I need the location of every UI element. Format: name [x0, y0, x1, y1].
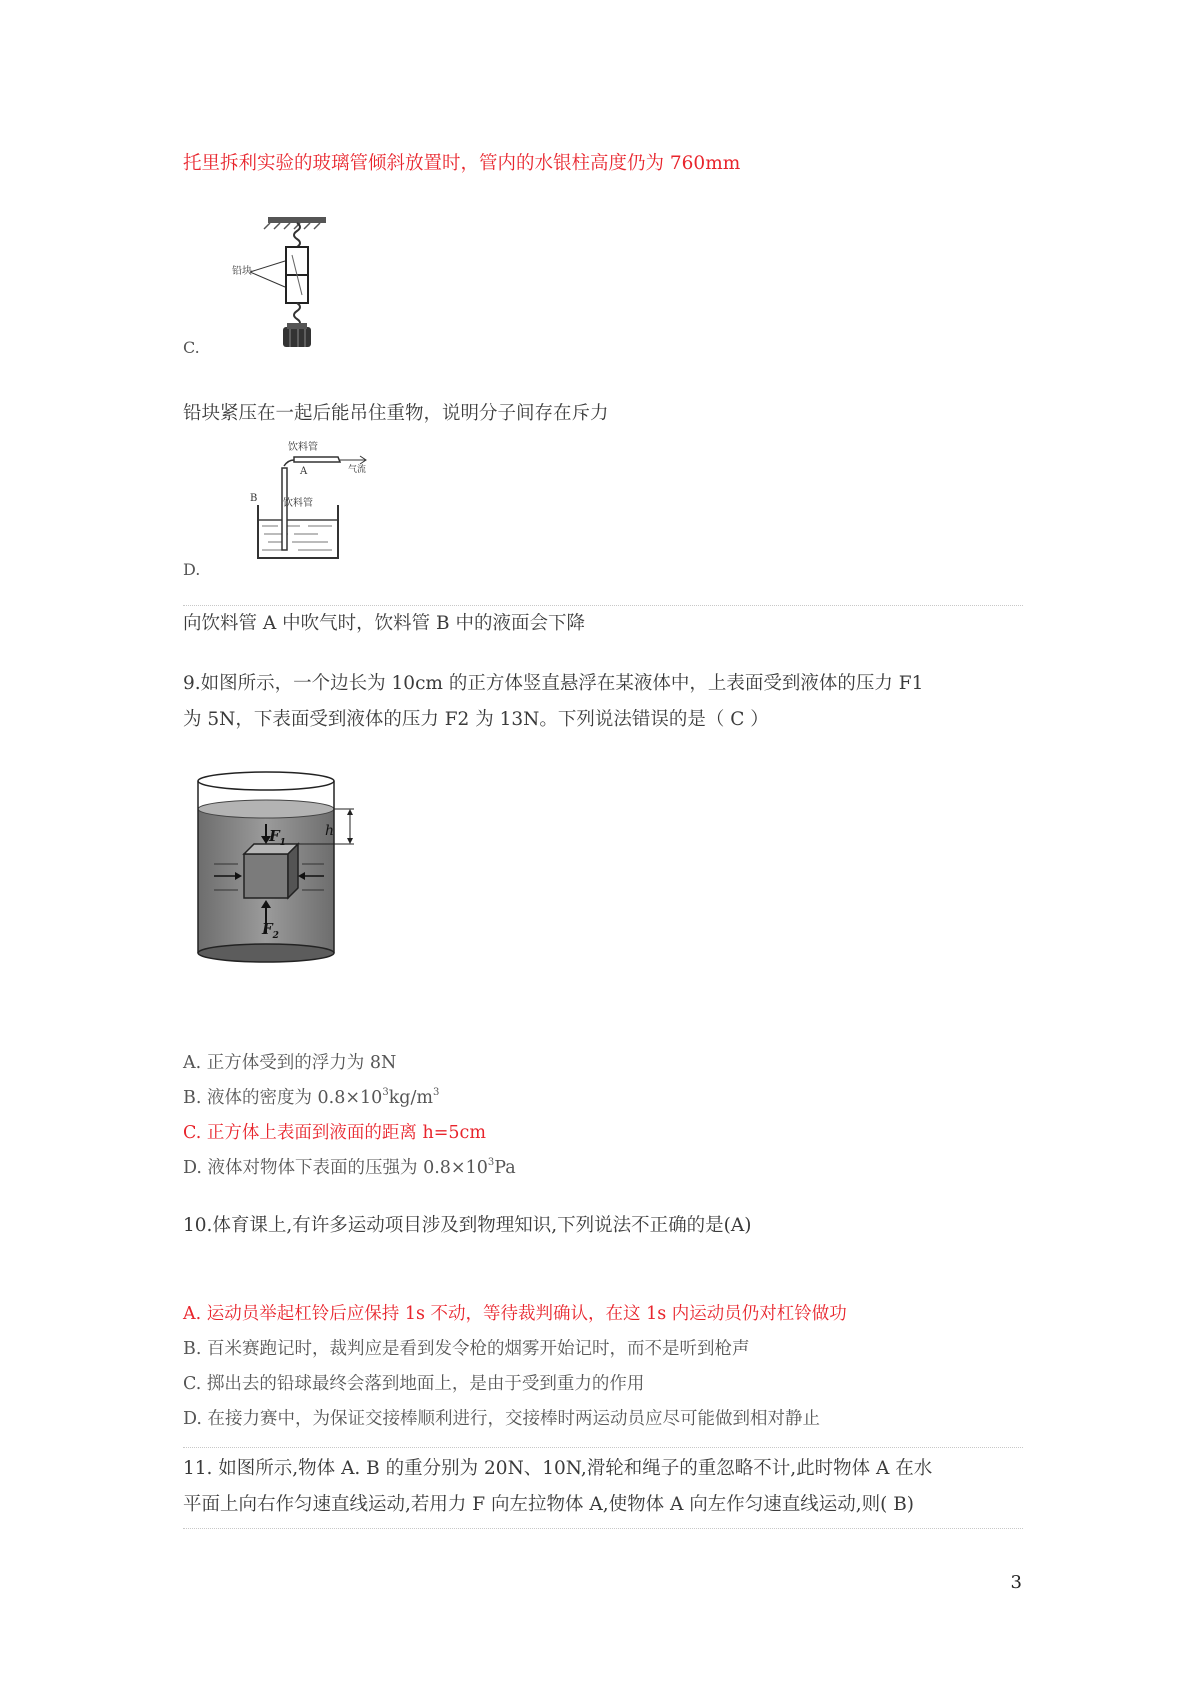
fig-label-f2: $F_2$: [262, 920, 279, 941]
q10-option-b: B. 百米赛跑记时，裁判应是看到发令枪的烟雾开始记时，而不是听到枪声: [183, 1339, 750, 1359]
q9-stem-line1: 9.如图所示，一个边长为 10cm 的正方体竖直悬浮在某液体中，上表面受到液体的压力 F1: [183, 673, 924, 694]
q9-option-c: C. 正方体上表面到液面的距离 h=5cm: [183, 1123, 486, 1143]
straw-label-tube-b: 饮料管: [283, 498, 313, 509]
q10-option-d: D. 在接力赛中，为保证交接棒顺利进行，交接棒时两运动员应尽可能做到相对静止: [183, 1409, 821, 1429]
q9-option-d: D. 液体对物体下表面的压强为 $0.8\times 10^3Pa$: [183, 1157, 516, 1178]
q9-option-a: A. 正方体受到的浮力为 8N: [183, 1053, 397, 1073]
straw-statement: 向饮料管 A 中吹气时，饮料管 B 中的液面会下降: [183, 613, 585, 634]
straw-label-a: A: [300, 466, 308, 477]
q9-stem-line2: 为 5N，下表面受到液体的压力 F2 为 13N。下列说法错误的是（ C ）: [183, 709, 769, 730]
divider: [183, 1447, 1023, 1448]
q9-option-b: B. 液体的密度为 $0.8\times 10^3kg/m^3$: [183, 1087, 440, 1108]
q11-stem-line1: 11. 如图所示,物体 A. B 的重分别为 20N、10N,滑轮和绳子的重忽略不计,此时物体 A 在水: [183, 1458, 933, 1479]
fig-label-f1: $F_1$: [269, 827, 286, 848]
option-d-label: D.: [183, 560, 201, 579]
lead-block-caption: 铅块: [232, 266, 252, 277]
q11-stem-line2: 平面上向右作匀速直线运动,若用力 F 向左拉物体 A,使物体 A 向左作匀速直线运动,则( B): [183, 1494, 915, 1515]
fig-label-h: h: [325, 823, 335, 839]
divider: [183, 605, 1023, 606]
straw-label-b: B: [250, 493, 258, 504]
page-number: 3: [1010, 1572, 1022, 1593]
divider: [183, 1528, 1023, 1529]
straw-label-top: 饮料管: [288, 442, 318, 453]
q10-option-c: C. 掷出去的铅球最终会落到地面上，是由于受到重力的作用: [183, 1374, 645, 1394]
q10-option-a: A. 运动员举起杠铃后应保持 1s 不动，等待裁判确认，在这 1s 内运动员仍对杠铃做功: [183, 1304, 847, 1324]
straw-label-airflow: 气流: [348, 465, 367, 475]
torricelli-statement: 托里拆利实验的玻璃管倾斜放置时，管内的水银柱高度仍为 760mm: [183, 153, 741, 174]
q10-stem: 10.体育课上,有许多运动项目涉及到物理知识,下列说法不正确的是(A): [183, 1215, 752, 1236]
option-c-label: C.: [183, 338, 200, 357]
lead-block-statement: 铅块紧压在一起后能吊住重物，说明分子间存在斥力: [183, 403, 609, 424]
lead-block-figure: [228, 215, 368, 355]
